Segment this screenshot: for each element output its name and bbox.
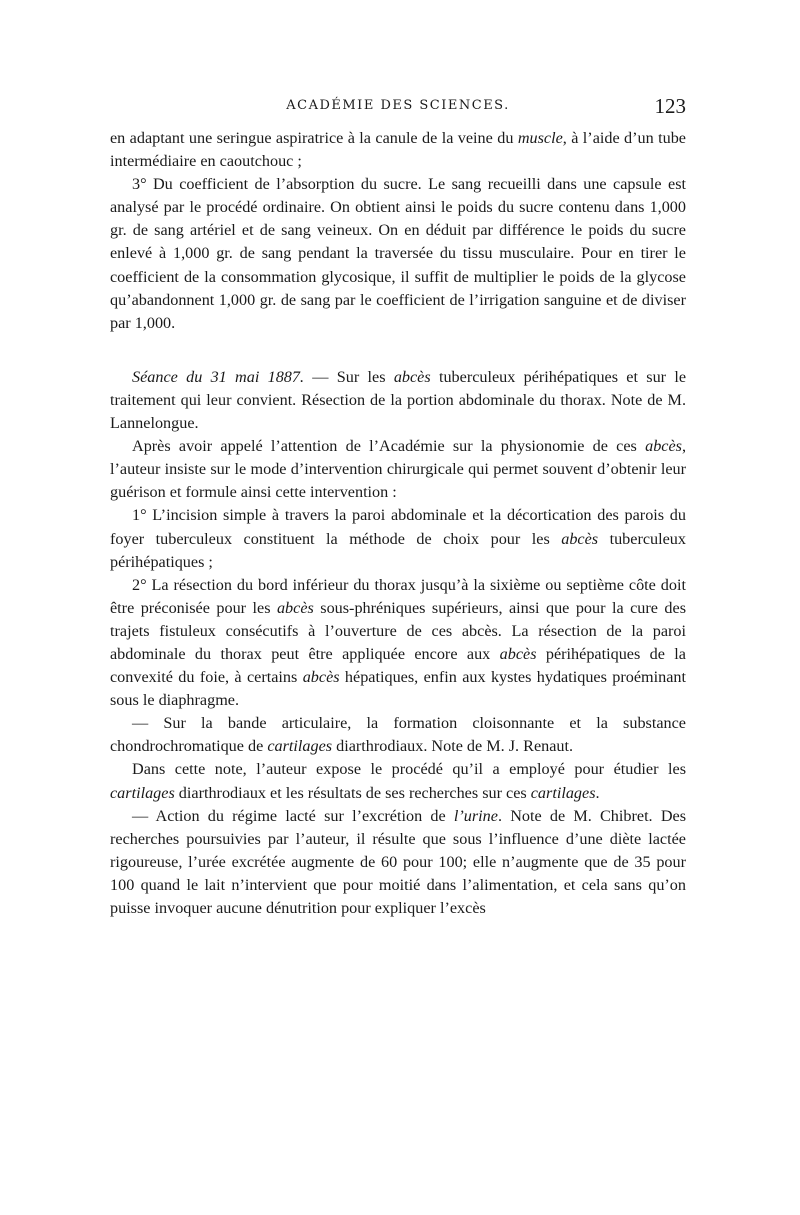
italic-text: l’urine [453, 806, 498, 825]
paragraph [110, 758, 686, 804]
paragraph [110, 127, 686, 173]
text-run: diarthrodiaux et les résultats de ses recherches sur ces [174, 783, 531, 802]
text-run: — Sur les [304, 367, 394, 386]
text-run: . [595, 783, 600, 802]
text-run: hépatiques, enfin aux kystes hydatiques proéminant sous le diaphragme. [110, 668, 687, 710]
paragraph [110, 712, 686, 758]
italic-text: cartilages [110, 783, 175, 802]
italic-text: cartilages [530, 783, 596, 802]
italic-text: Séance du 31 mai 1887. [132, 367, 305, 386]
italic-text: abcès [276, 598, 314, 617]
italic-text: abcès [645, 437, 682, 456]
text-run: 3° Du coefficient de l’absorption du sucre. Le sang recueilli dans une capsule est analysé par le procédé ordinaire. On obtient ainsi le poids du sucre contenu dans 1,000 gr. de sang artériel et de sang veineux. On en déduit par différence le poids du sucre enlevé à 1,000 gr. de sang pendant la traversée du tissu musculaire. Pour en tirer le coefficient de la consommation glycosique, il suffit de multiplier le poids de la glycose qu’abandonnent 1,000 gr. de sang par le coefficient de l’irrigation sanguine et de diviser par 1,000. [110, 175, 686, 332]
text-run: tuberculeux périhépatiques ; [110, 529, 686, 571]
italic-text: abcès [561, 529, 599, 548]
text-run: 1° L’incision simple à travers la paroi abdominale et la décortication des parois du foyer tuberculeux constituent la méthode de choix pour les [110, 506, 686, 548]
paragraph [110, 173, 686, 335]
text-run: 2° La résection du bord inférieur du thorax jusqu’à la sixième ou septième côte doit être préconisée pour les [110, 575, 686, 617]
italic-text: abcès [393, 367, 431, 386]
text-run: tuberculeux périhépatiques et sur le traitement qui leur convient. Résection de la portion abdominale du thorax. Note de M. Lannelongue. [110, 367, 687, 433]
text-run: , à l’aide d’un tube intermédiaire en caoutchouc ; [110, 129, 686, 171]
paragraph [110, 504, 686, 573]
text-run: périhépatiques de la convexité du foie, à certains [110, 644, 686, 687]
paragraph [110, 435, 686, 504]
text-run: , l’auteur insiste sur le mode d’intervention chirurgicale qui permet souvent d’obtenir leur guérison et formule ainsi cette intervention : [110, 437, 686, 502]
paragraph [110, 574, 686, 713]
paragraph [110, 366, 686, 435]
italic-text: abcès [302, 668, 340, 687]
text-run: — Action du régime lacté sur l’excrétion de [132, 806, 454, 825]
text-run: — Sur la bande articulaire, la formation cloisonnante et la substance chondrochromatique de [110, 714, 686, 756]
italic-text: muscle [517, 129, 563, 147]
text-run: Après avoir appelé l’attention de l’Académie sur la physionomie de ces [132, 437, 646, 456]
paragraph [110, 805, 686, 920]
running-title: ACADÉMIE DES SCIENCES. [286, 98, 510, 113]
text-run: diarthrodiaux. Note de M. J. Renaut. [332, 737, 574, 756]
section-gap [110, 335, 686, 366]
text-run: sous-phréniques supérieurs, ainsi que pour la cure des trajets fistuleux consécutifs à l’ouverture de ces abcès. La résection de la paroi abdominale du thorax peut être appliquée encore aux [110, 598, 686, 663]
italic-text: abcès [499, 644, 537, 663]
page-number: 123 [654, 94, 686, 118]
text-run: Dans cette note, l’auteur expose le procédé qu’il a employé pour étudier les [132, 760, 686, 779]
text-run: . Note de M. Chibret. Des recherches poursuivies par l’auteur, il résulte que sous l’influence d’une diète lactée rigoureuse, l’urée excrétée augmente de 60 pour 100; elle n’augmente que de 35 pour 100 quand le lait n’intervient que pour moitié dans l’alimentation, et cela sans qu’on puisse invoquer aucune dénutrition pour expliquer l’excès [110, 806, 686, 917]
page-body [110, 127, 686, 920]
italic-text: cartilages [267, 737, 333, 756]
running-header [110, 96, 686, 126]
text-run: en adaptant une seringue aspiratrice à la canule de la veine du [110, 129, 518, 147]
